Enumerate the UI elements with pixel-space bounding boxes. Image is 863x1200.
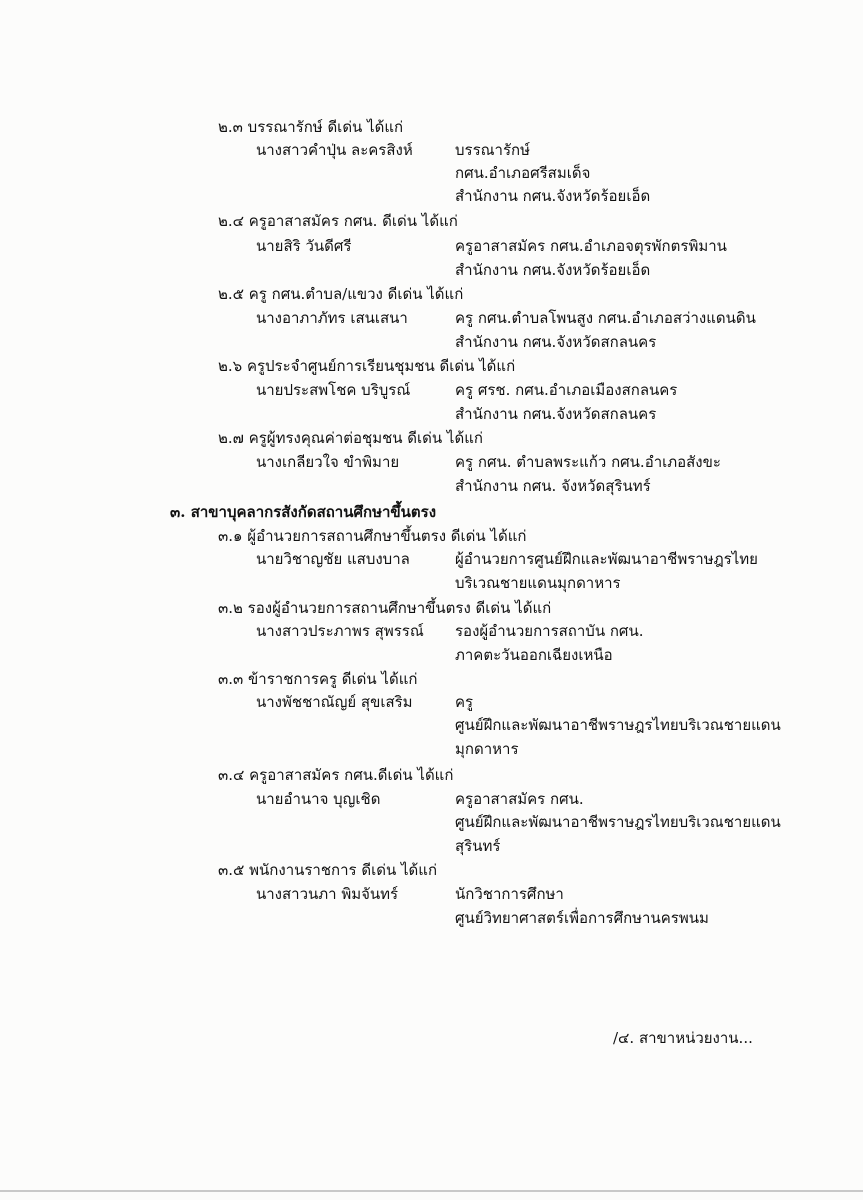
awardee-name: นายสิริ วันดีศรี bbox=[256, 237, 352, 255]
awardee-name: นางสาวนภา พิมจันทร์ bbox=[256, 885, 399, 903]
section-title: ๓. สาขาบุคลากรสังกัดสถานศึกษาขึ้นตรง bbox=[170, 503, 437, 521]
page-bottom-edge bbox=[0, 1190, 863, 1192]
item-heading: ๒.๗ ครูผู้ทรงคุณค่าต่อชุมชน ดีเด่น ได้แก่ bbox=[218, 429, 483, 447]
item-heading: ๒.๓ บรรณารักษ์ ดีเด่น ได้แก่ bbox=[218, 118, 404, 136]
awardee-detail: นักวิชาการศึกษา bbox=[455, 885, 564, 903]
item-heading: ๓.๓ ข้าราชการครู ดีเด่น ได้แก่ bbox=[218, 670, 418, 688]
awardee-name: นางสาวคำปุ่น ละครสิงห์ bbox=[256, 141, 413, 159]
awardee-name: นางเกลียวใจ ขำพิมาย bbox=[256, 453, 400, 471]
awardee-detail: ครู กศน.ตำบลโพนสูง กศน.อำเภอสว่างแดนดิน bbox=[455, 309, 756, 327]
awardee-detail: สุรินทร์ bbox=[455, 837, 501, 855]
awardee-detail: บริเวณชายแดนมุกดาหาร bbox=[455, 574, 621, 592]
item-heading: ๓.๕ พนักงานราชการ ดีเด่น ได้แก่ bbox=[218, 861, 438, 879]
awardee-name: นายประสพโชค บริบูรณ์ bbox=[256, 381, 411, 399]
continuation-note: /๔. สาขาหน่วยงาน... bbox=[613, 1029, 753, 1047]
awardee-detail: รองผู้อำนวยการสถาบัน กศน. bbox=[455, 622, 644, 640]
awardee-detail: สำนักงาน กศน.จังหวัดร้อยเอ็ด bbox=[455, 187, 651, 205]
item-heading: ๓.๑ ผู้อำนวยการสถานศึกษาขึ้นตรง ดีเด่น ได้แก่ bbox=[218, 527, 527, 545]
item-heading: ๒.๔ ครูอาสาสมัคร กศน. ดีเด่น ได้แก่ bbox=[218, 212, 458, 230]
awardee-detail: ครูอาสาสมัคร กศน.อำเภอจตุรพักตรพิมาน bbox=[455, 237, 727, 255]
awardee-detail: ศูนย์วิทยาศาสตร์เพื่อการศึกษานครพนม bbox=[455, 909, 709, 927]
item-heading: ๒.๖ ครูประจำศูนย์การเรียนชุมชน ดีเด่น ได้แก่ bbox=[218, 357, 516, 375]
awardee-detail: บรรณารักษ์ bbox=[455, 141, 530, 159]
awardee-detail: สำนักงาน กศน. จังหวัดสุรินทร์ bbox=[455, 477, 651, 495]
awardee-detail: ครู กศน. ตำบลพระแก้ว กศน.อำเภอสังขะ bbox=[455, 453, 721, 471]
item-heading: ๒.๕ ครู กศน.ตำบล/แขวง ดีเด่น ได้แก่ bbox=[218, 285, 464, 303]
item-heading: ๓.๒ รองผู้อำนวยการสถานศึกษาขึ้นตรง ดีเด่น ได้แก่ bbox=[218, 599, 552, 617]
awardee-name: นางสาวประภาพร สุพรรณ์ bbox=[256, 622, 424, 640]
awardee-detail: ครู bbox=[455, 693, 474, 711]
awardee-detail: ศูนย์ฝึกและพัฒนาอาชีพราษฎรไทยบริเวณชายแดน bbox=[455, 813, 781, 831]
awardee-detail: ครูอาสาสมัคร กศน. bbox=[455, 790, 584, 808]
awardee-detail: สำนักงาน กศน.จังหวัดสกลนคร bbox=[455, 333, 657, 351]
awardee-detail: มุกดาหาร bbox=[455, 740, 519, 758]
awardee-detail: สำนักงาน กศน.จังหวัดสกลนคร bbox=[455, 405, 657, 423]
awardee-detail: กศน.อำเภอศรีสมเด็จ bbox=[455, 164, 591, 182]
awardee-detail: ภาคตะวันออกเฉียงเหนือ bbox=[455, 646, 613, 664]
awardee-name: นางพัชชาณัญย์ สุขเสริม bbox=[256, 693, 413, 711]
awardee-name: นายวิชาญชัย แสบงบาล bbox=[256, 550, 410, 568]
item-heading: ๓.๔ ครูอาสาสมัคร กศน.ดีเด่น ได้แก่ bbox=[218, 766, 454, 784]
awardee-detail: ศูนย์ฝึกและพัฒนาอาชีพราษฎรไทยบริเวณชายแดน bbox=[455, 716, 781, 734]
awardee-detail: ผู้อำนวยการศูนย์ฝึกและพัฒนาอาชีพราษฎรไทย bbox=[455, 550, 758, 568]
awardee-name: นางอาภาภัทร เสนเสนา bbox=[256, 309, 408, 327]
awardee-detail: ครู ศรช. กศน.อำเภอเมืองสกลนคร bbox=[455, 381, 678, 399]
awardee-name: นายอำนาจ บุญเชิด bbox=[256, 790, 381, 808]
awardee-detail: สำนักงาน กศน.จังหวัดร้อยเอ็ด bbox=[455, 261, 651, 279]
